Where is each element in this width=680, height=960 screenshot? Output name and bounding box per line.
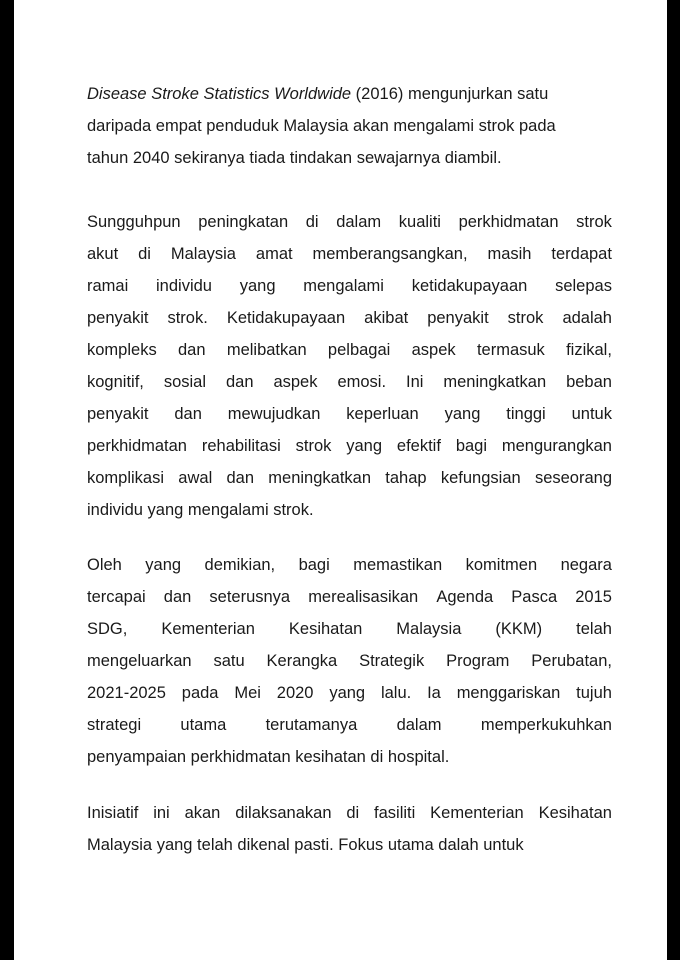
word: kognitif, [87,373,144,391]
word: aspek [411,341,456,359]
word: dan [225,373,254,391]
word: Mei [234,684,261,702]
word: 2015 [575,588,612,606]
word: dan [178,341,206,359]
paragraph-2-line-3 [87,270,612,302]
word: telah [576,620,612,638]
word: di [305,213,319,231]
word: komplikasi [87,469,165,487]
word: termasuk [476,341,545,359]
word: strok [507,309,544,327]
word: terdapat [551,245,612,263]
word: selepas [555,277,612,295]
word: dilaksanakan [235,804,332,822]
word: seterusnya [209,588,291,606]
word: menggariskan [456,684,561,702]
paragraph-2-line-8 [87,430,612,462]
word: merealisasikan [308,588,419,606]
word: ini [153,804,170,822]
word: yang [329,684,366,702]
word: yang [346,437,383,455]
word: untuk [571,405,612,423]
paragraph-2 [87,206,612,526]
word: mewujudkan [227,405,321,423]
word: memperkukuhkan [480,716,612,734]
word: aspek [273,373,318,391]
word: beban [566,373,612,391]
word: awal [178,469,213,487]
word: perkhidmatan [458,213,559,231]
word: seseorang [534,469,612,487]
word: Oleh [87,556,122,574]
word: di [138,245,151,263]
word: perkhidmatan [87,437,187,455]
paragraph-2-line-9 [87,462,612,494]
word: dalam [336,213,382,231]
word: Sungguhpun [87,213,181,231]
word: Kementerian [161,620,255,638]
word: strok. [167,309,208,327]
word: Ketidakupayaan [226,309,346,327]
word: fizikal, [566,341,612,359]
word: meningkatkan [268,469,372,487]
word: dalam [396,716,442,734]
word: negara [560,556,612,574]
word: tujuh [576,684,612,702]
word: mengurangkan [501,437,612,455]
word: peningkatan [198,213,289,231]
word: lalu. [380,684,412,702]
word: sosial [163,373,207,391]
word: Kerangka [266,652,338,670]
word: emosi. [337,373,387,391]
word: strok [295,437,332,455]
paragraph-4-line-1 [87,797,612,829]
word: adalah [562,309,612,327]
word: (KKM) [495,620,543,638]
paragraph-3-line-6 [87,709,612,741]
word: bagi [455,437,488,455]
word: demikian, [204,556,276,574]
word: dan [226,469,255,487]
paragraph-3-line-4 [87,645,612,677]
paragraph-2-line-5 [87,334,612,366]
word: strategi [87,716,142,734]
word: memberangsangkan, [312,245,468,263]
paragraph-3 [87,549,612,773]
word: kualiti [398,213,441,231]
word: akan [184,804,221,822]
word: yang [239,277,276,295]
word: Ini [406,373,424,391]
word: Strategik [359,652,425,670]
word: Kesihatan [538,804,612,822]
word: akibat [364,309,409,327]
paragraph-1-line-2: daripada empat penduduk Malaysia akan mengalami strok pada [87,117,556,135]
word: Kementerian [430,804,524,822]
word: terutamanya [265,716,358,734]
word: utama [180,716,227,734]
word: mengeluarkan [87,652,192,670]
paragraph-2-line-2 [87,238,612,270]
word: keperluan [346,405,419,423]
paragraph-3-line-7: penyampaian perkhidmatan kesihatan di hospital. [87,748,450,766]
word: Malaysia [396,620,462,638]
word: individu [156,277,212,295]
paragraph-2-line-7 [87,398,612,430]
word: fasiliti [374,804,416,822]
word: bagi [298,556,330,574]
word: ketidakupayaan [411,277,528,295]
paragraph-1-line-1 [87,78,612,110]
word: Inisiatif [87,804,139,822]
paragraph-3-line-2 [87,581,612,613]
word: memastikan [353,556,443,574]
paragraph-1-line-1-rest: (2016) mengunjurkan satu [351,85,549,103]
word: akut [87,245,119,263]
word: yang [444,405,481,423]
word: amat [255,245,293,263]
word: pada [181,684,219,702]
word: Malaysia [170,245,236,263]
word: Ia [427,684,441,702]
paragraph-4-line-2: Malaysia yang telah dikenal pasti. Fokus utama dalah untuk [87,836,524,854]
word: komitmen [465,556,538,574]
word: meningkatkan [443,373,547,391]
paragraph-2-line-6 [87,366,612,398]
paragraph-1 [87,78,612,174]
word: 2021-2025 [87,684,166,702]
paragraph-3-line-3 [87,613,612,645]
word: strok [576,213,612,231]
word: Agenda [436,588,494,606]
word: satu [213,652,245,670]
word: melibatkan [226,341,307,359]
word: tahap [385,469,427,487]
word: Program [446,652,510,670]
paragraph-3-line-5 [87,677,612,709]
word: dan [174,405,202,423]
word: penyakit [87,309,149,327]
word: Kesihatan [288,620,363,638]
word: kompleks [87,341,157,359]
document-page [14,0,667,960]
word: SDG, [87,620,128,638]
word: mengalami [303,277,384,295]
citation-title: Disease Stroke Statistics Worldwide [87,85,352,103]
word: Pasca [511,588,558,606]
word: masih [487,245,532,263]
word: rehabilitasi [201,437,281,455]
word: pelbagai [327,341,391,359]
word: Perubatan, [531,652,612,670]
word: penyakit [427,309,489,327]
word: efektif [396,437,441,455]
word: tinggi [506,405,546,423]
word: di [346,804,360,822]
word: ramai [87,277,129,295]
word: tercapai [87,588,146,606]
word: yang [145,556,182,574]
paragraph-2-line-4 [87,302,612,334]
word: dan [163,588,192,606]
word: penyakit [87,405,149,423]
paragraph-2-line-1 [87,206,612,238]
paragraph-1-line-3: tahun 2040 sekiranya tiada tindakan sewajarnya diambil. [87,149,502,167]
paragraph-2-line-10: individu yang mengalami strok. [87,501,314,519]
word: 2020 [276,684,314,702]
word: kefungsian [440,469,521,487]
paragraph-4 [87,797,612,861]
paragraph-3-line-1 [87,549,612,581]
